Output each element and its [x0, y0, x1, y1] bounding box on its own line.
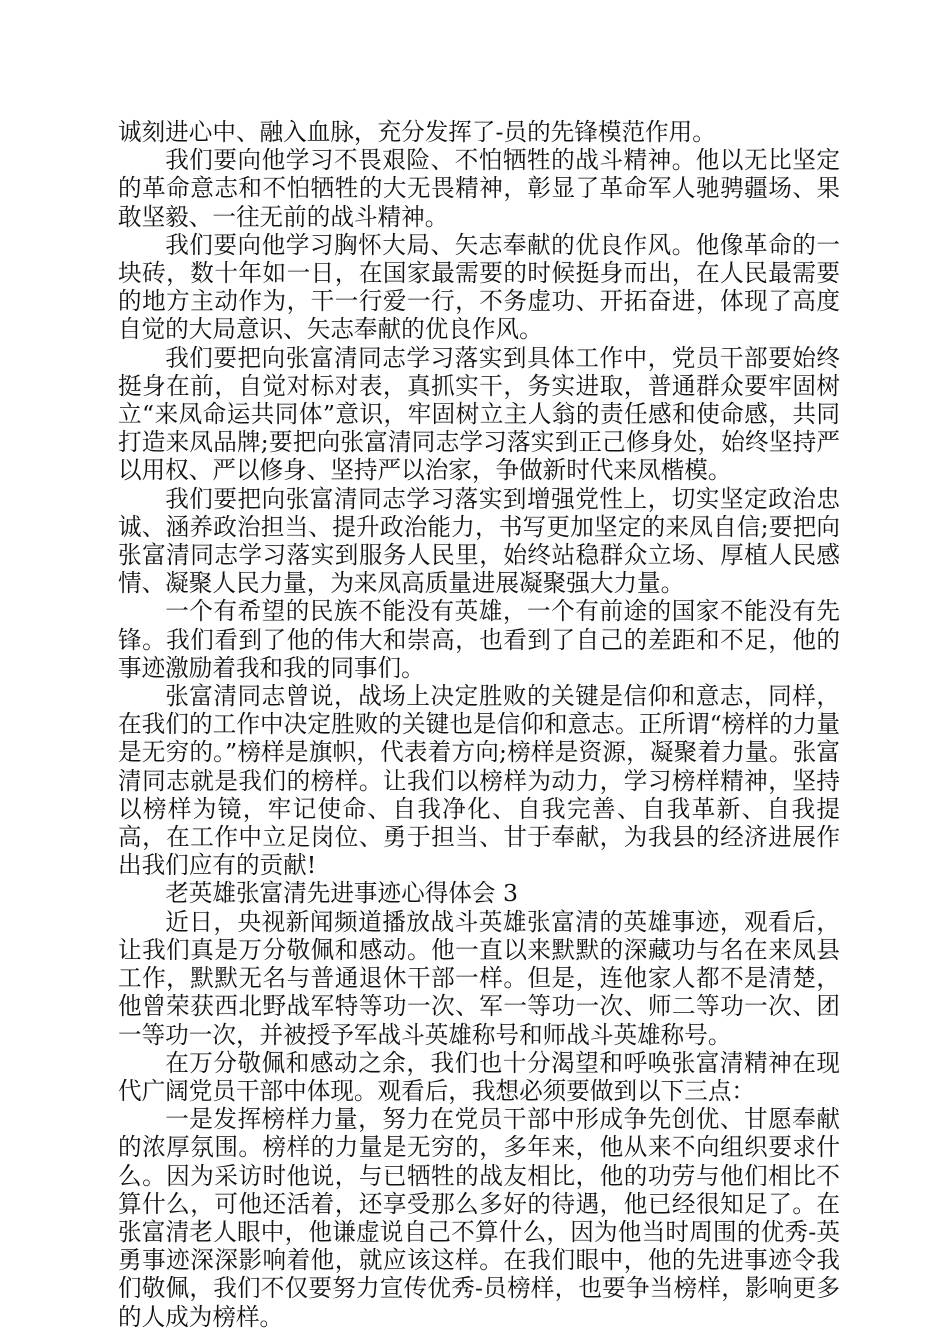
paragraph-6: 一个有希望的民族不能没有英雄，一个有前途的国家不能没有先锋。我们看到了他的伟大和崇高，也看到了自己的差距和不足，他的事迹激励着我和我的同事们。 [118, 597, 840, 682]
paragraph-4: 我们要把向张富清同志学习落实到具体工作中，党员干部要始终挺身在前，自觉对标对表，真抓实干，务实进取，普通群众要牢固树立“来凤命运共同体”意识，牢固树立主人翁的责任感和使命感，共同打造来凤品牌;要把向张富清同志学习落实到正己修身处，始终坚持严以用权、严以修身、坚持严以治家，争做新时代来凤楷模。 [118, 343, 840, 485]
document-body [118, 118, 840, 1331]
section-heading: 老英雄张富清先进事迹心得体会 3 [165, 879, 519, 908]
paragraph-5: 我们要把向张富清同志学习落实到增强党性上，切实坚定政治忠诚、涵养政治担当、提升政治能力，书写更加坚定的来凤自信;要把向张富清同志学习落实到服务人民里，始终站稳群众立场、厚植人民感情、凝聚人民力量，为来凤高质量进展凝聚强大力量。 [118, 484, 840, 598]
paragraph-7: 张富清同志曾说，战场上决定胜败的关键是信仰和意志，同样，在我们的工作中决定胜败的关键也是信仰和意志。正所谓“榜样的力量是无穷的。”榜样是旗帜，代表着方向;榜样是资源，凝聚着力量。张富清同志就是我们的榜样。让我们以榜样为动力，学习榜样精神，坚持以榜样为镜，牢记使命、自我净化、自我完善、自我革新、自我提高，在工作中立足岗位、勇于担当、甘于奉献，为我县的经济进展作出我们应有的贡献! [118, 682, 840, 880]
paragraph-1: 诚刻进心中、融入血脉，充分发挥了-员的先锋模范作用。 [118, 118, 716, 146]
paragraph-9: 在万分敬佩和感动之余，我们也十分渴望和呼唤张富清精神在现代广阔党员干部中体现。观看后，我想必须要做到以下三点： [118, 1048, 840, 1105]
paragraph-10: 一是发挥榜样力量，努力在党员干部中形成争先创优、甘愿奉献的浓厚氛围。榜样的力量是无穷的，多年来，他从来不向组织要求什么。因为采访时他说，与已牺牲的战友相比，他的功劳与他们相比不算什么，可他还活着，还享受那么多好的待遇，他已经很知足了。在张富清老人眼中，他谦虚说自己不算什么，因为他当时周围的优秀-英勇事迹深深影响着他，就应该这样。在我们眼中，他的先进事迹令我们敬佩，我们不仅要努力宣传优秀-员榜样，也要争当榜样，影响更多的人成为榜样。 [118, 1105, 840, 1331]
paragraph-3: 我们要向他学习胸怀大局、矢志奉献的优良作风。他像革命的一块砖，数十年如一日，在国家最需要的时候挺身而出，在人民最需要的地方主动作为，干一行爱一行，不务虚功、开拓奋进，体现了高度自觉的大局意识、矢志奉献的优良作风。 [118, 230, 840, 344]
paragraph-2: 我们要向他学习不畏艰险、不怕牺牲的战斗精神。他以无比坚定的革命意志和不怕牺牲的大无畏精神，彰显了革命军人驰骋疆场、果敢坚毅、一往无前的战斗精神。 [118, 146, 840, 231]
paragraph-8: 近日，央视新闻频道播放战斗英雄张富清的英雄事迹，观看后，让我们真是万分敬佩和感动。他一直以来默默的深藏功与名在来凤县工作，默默无名与普通退休干部一样。但是，连他家人都不是清楚，他曾荣获西北野战军特等功一次、军一等功一次、师二等功一次、团一等功一次，并被授予军战斗英雄称号和师战斗英雄称号。 [118, 907, 840, 1049]
